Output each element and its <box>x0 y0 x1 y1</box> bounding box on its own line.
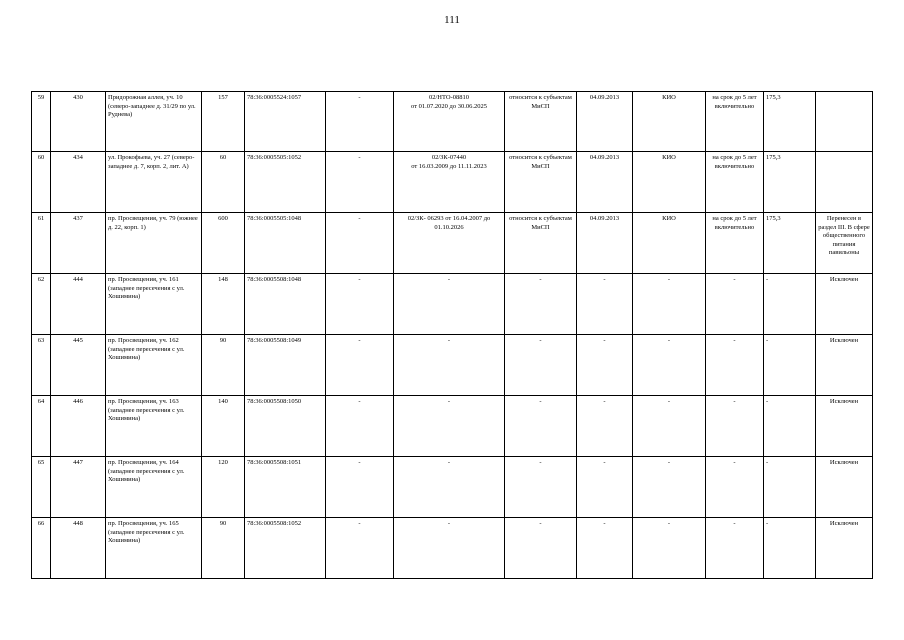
cell-value: - <box>764 396 816 457</box>
cell-contract: - <box>394 274 505 335</box>
cell-object-number: 444 <box>51 274 106 335</box>
cell-row-number: 65 <box>32 457 51 518</box>
cell-col-6: - <box>326 335 394 396</box>
cell-smsp-status: относится к субъектам МиСП <box>505 213 577 274</box>
cell-smsp-status: - <box>505 457 577 518</box>
cell-object-number: 445 <box>51 335 106 396</box>
cell-note: Исключен <box>816 396 873 457</box>
cell-date: 04.09.2013 <box>577 213 633 274</box>
cell-contract: 02/ЗК- 06293 от 16.04.2007 до 01.10.2026 <box>394 213 505 274</box>
cell-smsp-status: - <box>505 335 577 396</box>
cell-date: 04.09.2013 <box>577 152 633 213</box>
cell-cadastral-number: 78:36:0005508:1050 <box>245 396 326 457</box>
cell-value: - <box>764 274 816 335</box>
table-row <box>32 213 873 274</box>
cell-area: 60 <box>202 152 245 213</box>
cell-value: - <box>764 457 816 518</box>
cell-area: 148 <box>202 274 245 335</box>
cell-note <box>816 152 873 213</box>
cell-note: Исключен <box>816 518 873 579</box>
table-row <box>32 396 873 457</box>
cell-object-number: 447 <box>51 457 106 518</box>
cell-address: пр. Просвещения, уч. 161 (западнее пересечения с ул. Хошимина) <box>106 274 202 335</box>
cell-term: - <box>706 518 764 579</box>
cell-term: на срок до 5 лет включительно <box>706 92 764 152</box>
cell-cadastral-number: 78:36:0005508:1052 <box>245 518 326 579</box>
cell-contract: 02/НТО-08810 от 01.07.2020 до 30.06.2025 <box>394 92 505 152</box>
cell-value: - <box>764 518 816 579</box>
cell-col-6: - <box>326 518 394 579</box>
cell-contract: - <box>394 396 505 457</box>
cell-value: 175,3 <box>764 152 816 213</box>
cell-row-number: 64 <box>32 396 51 457</box>
register-table <box>31 91 873 579</box>
cell-date: - <box>577 457 633 518</box>
cell-smsp-status: - <box>505 274 577 335</box>
cell-area: 90 <box>202 335 245 396</box>
cell-area: 157 <box>202 92 245 152</box>
cell-row-number: 61 <box>32 213 51 274</box>
cell-row-number: 60 <box>32 152 51 213</box>
cell-address: пр. Просвещения, уч. 163 (западнее пересечения с ул. Хошимина) <box>106 396 202 457</box>
cell-contract: - <box>394 457 505 518</box>
cell-date: - <box>577 396 633 457</box>
cell-term: - <box>706 396 764 457</box>
cell-cadastral-number: 78:36:0005505:1048 <box>245 213 326 274</box>
cell-address: пр. Просвещения, уч. 79 (южнее д. 22, корп. 1) <box>106 213 202 274</box>
cell-col-6: - <box>326 457 394 518</box>
cell-row-number: 66 <box>32 518 51 579</box>
cell-authority: - <box>633 396 706 457</box>
cell-term: на срок до 5 лет включительно <box>706 152 764 213</box>
cell-contract: - <box>394 518 505 579</box>
cell-col-6: - <box>326 213 394 274</box>
table-row <box>32 335 873 396</box>
cell-value: 175,3 <box>764 92 816 152</box>
cell-row-number: 59 <box>32 92 51 152</box>
cell-object-number: 434 <box>51 152 106 213</box>
cell-authority: - <box>633 518 706 579</box>
cell-note: Перенесен в раздел III. В сфере общественного питания павильоны <box>816 213 873 274</box>
cell-object-number: 448 <box>51 518 106 579</box>
cell-object-number: 446 <box>51 396 106 457</box>
cell-cadastral-number: 78:36:0005508:1049 <box>245 335 326 396</box>
cell-term: на срок до 5 лет включительно <box>706 213 764 274</box>
cell-cadastral-number: 78:36:0005508:1048 <box>245 274 326 335</box>
cell-address: ул. Прокофьева, уч. 27 (северо-западнее д. 7, корп. 2, лит. А) <box>106 152 202 213</box>
cell-date: - <box>577 335 633 396</box>
cell-cadastral-number: 78:36:0005524:1057 <box>245 92 326 152</box>
table-body <box>32 92 873 579</box>
cell-address: пр. Просвещения, уч. 162 (западнее пересечения с ул. Хошимина) <box>106 335 202 396</box>
cell-object-number: 430 <box>51 92 106 152</box>
cell-note: Исключен <box>816 274 873 335</box>
cell-address: Придорожная аллея, уч. 10 (северо-западнее д. 31/29 по ул. Руднева) <box>106 92 202 152</box>
cell-col-6: - <box>326 396 394 457</box>
cell-note: Исключен <box>816 457 873 518</box>
cell-col-6: - <box>326 274 394 335</box>
cell-address: пр. Просвещения, уч. 165 (западнее пересечения с ул. Хошимина) <box>106 518 202 579</box>
cell-term: - <box>706 274 764 335</box>
cell-area: 90 <box>202 518 245 579</box>
table-row <box>32 92 873 152</box>
table-row <box>32 518 873 579</box>
cell-row-number: 63 <box>32 335 51 396</box>
cell-address: пр. Просвещения, уч. 164 (западнее пересечения с ул. Хошимина) <box>106 457 202 518</box>
cell-smsp-status: относится к субъектам МиСП <box>505 152 577 213</box>
cell-smsp-status: - <box>505 518 577 579</box>
cell-smsp-status: относится к субъектам МиСП <box>505 92 577 152</box>
cell-row-number: 62 <box>32 274 51 335</box>
cell-date: - <box>577 518 633 579</box>
cell-contract: - <box>394 335 505 396</box>
cell-authority: КИО <box>633 152 706 213</box>
cell-cadastral-number: 78:36:0005505:1052 <box>245 152 326 213</box>
cell-authority: - <box>633 457 706 518</box>
table-row <box>32 274 873 335</box>
cell-term: - <box>706 335 764 396</box>
cell-area: 120 <box>202 457 245 518</box>
cell-smsp-status: - <box>505 396 577 457</box>
cell-authority: - <box>633 274 706 335</box>
cell-term: - <box>706 457 764 518</box>
cell-note: Исключен <box>816 335 873 396</box>
cell-authority: КИО <box>633 92 706 152</box>
cell-area: 140 <box>202 396 245 457</box>
cell-date: - <box>577 274 633 335</box>
cell-col-6: - <box>326 152 394 213</box>
cell-area: 600 <box>202 213 245 274</box>
page-number: 111 <box>444 14 460 26</box>
cell-authority: - <box>633 335 706 396</box>
cell-contract: 02/ЗК-07440 от 16.03.2009 до 11.11.2023 <box>394 152 505 213</box>
cell-cadastral-number: 78:36:0005508:1051 <box>245 457 326 518</box>
cell-object-number: 437 <box>51 213 106 274</box>
table-row <box>32 152 873 213</box>
cell-value: - <box>764 335 816 396</box>
cell-value: 175,3 <box>764 213 816 274</box>
table-row <box>32 457 873 518</box>
cell-authority: КИО <box>633 213 706 274</box>
cell-note <box>816 92 873 152</box>
cell-date: 04.09.2013 <box>577 92 633 152</box>
cell-col-6: - <box>326 92 394 152</box>
